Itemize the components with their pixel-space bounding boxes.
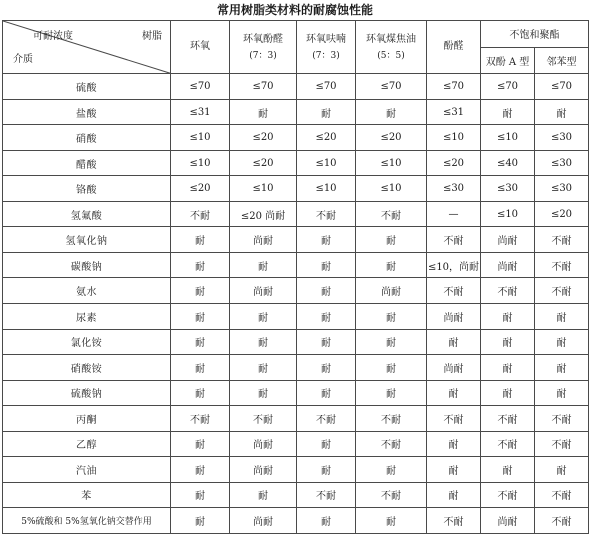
value-cell: 耐: [171, 303, 230, 329]
value-cell: 耐: [356, 457, 427, 483]
medium-cell: 硫酸: [3, 74, 171, 100]
table-row: [3, 508, 589, 534]
value-cell: 耐: [427, 431, 481, 457]
medium-cell: 硝酸: [3, 125, 171, 151]
value-cell: 耐: [427, 380, 481, 406]
value-cell: ≤70: [230, 74, 297, 100]
value-cell: ≤20: [171, 176, 230, 202]
value-cell: 不耐: [356, 482, 427, 508]
medium-cell: 氢氟酸: [3, 201, 171, 227]
value-cell: 尚耐: [427, 355, 481, 381]
value-cell: 耐: [356, 303, 427, 329]
value-cell: ≤20 尚耐: [230, 201, 297, 227]
value-cell: 不耐: [481, 406, 535, 432]
table-row: [3, 99, 589, 125]
value-cell: 不耐: [535, 508, 589, 534]
value-cell: 耐: [356, 227, 427, 253]
medium-cell: 丙酮: [3, 406, 171, 432]
value-cell: 耐: [297, 278, 356, 304]
table-row: [3, 125, 589, 151]
table-row: [3, 227, 589, 253]
value-cell: 耐: [297, 227, 356, 253]
value-cell: 耐: [171, 252, 230, 278]
value-cell: 不耐: [171, 406, 230, 432]
table-row: [3, 150, 589, 176]
value-cell: 耐: [356, 252, 427, 278]
value-cell: 尚耐: [230, 278, 297, 304]
value-cell: ≤31: [427, 99, 481, 125]
col-header-epoxy-furan: 环氧呋喃 (7：3): [297, 21, 356, 74]
value-cell: ≤30: [535, 150, 589, 176]
value-cell: 耐: [171, 329, 230, 355]
corner-label-medium: 介质: [13, 54, 33, 66]
value-cell: 不耐: [297, 201, 356, 227]
value-cell: 耐: [481, 355, 535, 381]
value-cell: 耐: [171, 380, 230, 406]
value-cell: 耐: [171, 355, 230, 381]
medium-cell: 氢氧化钠: [3, 227, 171, 253]
table-row: [3, 74, 589, 100]
table-row: [3, 278, 589, 304]
value-cell: ≤20: [230, 125, 297, 151]
value-cell: 尚耐: [230, 431, 297, 457]
value-cell: ≤30: [427, 176, 481, 202]
value-cell: 耐: [356, 99, 427, 125]
value-cell: 耐: [171, 457, 230, 483]
medium-cell: 铬酸: [3, 176, 171, 202]
value-cell: 耐: [171, 227, 230, 253]
value-cell: 耐: [171, 278, 230, 304]
value-cell: 耐: [427, 329, 481, 355]
value-cell: 耐: [481, 457, 535, 483]
value-cell: ≤10: [297, 176, 356, 202]
table-row: [3, 431, 589, 457]
corner-label-concentration: 可耐浓度: [33, 31, 73, 42]
value-cell: ≤10: [481, 125, 535, 151]
value-cell: 尚耐: [356, 278, 427, 304]
value-cell: 耐: [171, 482, 230, 508]
value-cell: 不耐: [481, 431, 535, 457]
value-cell: 耐: [230, 303, 297, 329]
value-cell: ≤10: [297, 150, 356, 176]
value-cell: 耐: [356, 355, 427, 381]
value-cell: 尚耐: [481, 227, 535, 253]
value-cell: 耐: [356, 380, 427, 406]
value-cell: 不耐: [230, 406, 297, 432]
value-cell: 耐: [427, 457, 481, 483]
value-cell: 耐: [297, 431, 356, 457]
table-row: [3, 252, 589, 278]
col-header-epoxy-phenolic: 环氧酚醛 (7：3): [230, 21, 297, 74]
medium-cell: 苯: [3, 482, 171, 508]
medium-cell: 硝酸铵: [3, 355, 171, 381]
medium-cell: 碳酸钠: [3, 252, 171, 278]
value-cell: ≤30: [535, 125, 589, 151]
value-cell: 耐: [297, 380, 356, 406]
value-cell: 不耐: [171, 201, 230, 227]
value-cell: 尚耐: [427, 303, 481, 329]
value-cell: 不耐: [535, 278, 589, 304]
medium-cell: 醋酸: [3, 150, 171, 176]
value-cell: 不耐: [297, 482, 356, 508]
corner-label-resin: 树脂: [142, 31, 162, 42]
value-cell: ≤70: [297, 74, 356, 100]
corner-header-cell: [3, 21, 171, 74]
value-cell: 耐: [481, 329, 535, 355]
table-row: [3, 329, 589, 355]
value-cell: ≤40: [481, 150, 535, 176]
col-header-ortho-phthalic: 邻苯型: [535, 47, 589, 74]
value-cell: —: [427, 201, 481, 227]
value-cell: 耐: [481, 303, 535, 329]
value-cell: 耐: [481, 99, 535, 125]
value-cell: 不耐: [481, 482, 535, 508]
table-title: 常用树脂类材料的耐腐蚀性能: [216, 3, 373, 17]
value-cell: 不耐: [427, 227, 481, 253]
medium-cell: 乙醇: [3, 431, 171, 457]
col-header-phenolic: 酚醛: [427, 21, 481, 74]
col-header-epoxy-coal-tar: 环氧煤焦油 (5：5): [356, 21, 427, 74]
value-cell: 不耐: [356, 201, 427, 227]
col-header-epoxy: 环氧: [171, 21, 230, 74]
value-cell: ≤70: [171, 74, 230, 100]
header-row-1: [3, 21, 589, 48]
value-cell: 耐: [297, 303, 356, 329]
value-cell: ≤70: [427, 74, 481, 100]
value-cell: 尚耐: [230, 227, 297, 253]
col-header-bisphenol-a: 双酚 A 型: [481, 47, 535, 74]
table-row: [3, 380, 589, 406]
value-cell: 不耐: [427, 508, 481, 534]
medium-cell: 氯化铵: [3, 329, 171, 355]
value-cell: ≤10: [481, 201, 535, 227]
value-cell: ≤20: [427, 150, 481, 176]
value-cell: ≤10: [427, 125, 481, 151]
value-cell: 耐: [297, 99, 356, 125]
table-row: [3, 482, 589, 508]
value-cell: 不耐: [535, 252, 589, 278]
value-cell: 耐: [297, 355, 356, 381]
medium-cell: 盐酸: [3, 99, 171, 125]
table-row: [3, 176, 589, 202]
table-row: [3, 355, 589, 381]
value-cell: ≤70: [356, 74, 427, 100]
value-cell: 不耐: [356, 431, 427, 457]
corrosion-resistance-table: [2, 20, 589, 534]
value-cell: 尚耐: [481, 508, 535, 534]
value-cell: 耐: [535, 457, 589, 483]
medium-cell: 硫酸钠: [3, 380, 171, 406]
value-cell: 耐: [230, 252, 297, 278]
value-cell: ≤20: [535, 201, 589, 227]
value-cell: 耐: [427, 482, 481, 508]
medium-cell: 汽油: [3, 457, 171, 483]
medium-cell: 氨水: [3, 278, 171, 304]
value-cell: ≤70: [481, 74, 535, 100]
value-cell: ≤10: [230, 176, 297, 202]
value-cell: 不耐: [297, 406, 356, 432]
value-cell: 耐: [171, 431, 230, 457]
value-cell: 耐: [230, 329, 297, 355]
value-cell: 耐: [230, 380, 297, 406]
value-cell: ≤20: [297, 125, 356, 151]
table-row: [3, 201, 589, 227]
value-cell: ≤10: [171, 125, 230, 151]
table-row: [3, 303, 589, 329]
value-cell: 尚耐: [230, 457, 297, 483]
value-cell: ≤20: [356, 125, 427, 151]
value-cell: ≤10，尚耐: [427, 252, 481, 278]
value-cell: 不耐: [356, 406, 427, 432]
value-cell: 尚耐: [481, 252, 535, 278]
value-cell: ≤10: [356, 150, 427, 176]
table-row: [3, 457, 589, 483]
value-cell: 耐: [481, 380, 535, 406]
value-cell: 不耐: [427, 406, 481, 432]
col-header-unsaturated-polyester: 不饱和聚酯: [481, 21, 589, 48]
value-cell: 耐: [297, 252, 356, 278]
value-cell: 耐: [171, 508, 230, 534]
value-cell: 耐: [535, 303, 589, 329]
value-cell: 不耐: [535, 406, 589, 432]
value-cell: 尚耐: [230, 508, 297, 534]
value-cell: ≤31: [171, 99, 230, 125]
value-cell: 耐: [356, 329, 427, 355]
value-cell: 耐: [356, 508, 427, 534]
value-cell: ≤10: [171, 150, 230, 176]
value-cell: 不耐: [535, 482, 589, 508]
value-cell: 不耐: [535, 431, 589, 457]
value-cell: ≤20: [230, 150, 297, 176]
value-cell: ≤30: [481, 176, 535, 202]
value-cell: 耐: [535, 355, 589, 381]
value-cell: 耐: [297, 508, 356, 534]
value-cell: ≤30: [535, 176, 589, 202]
value-cell: 不耐: [535, 227, 589, 253]
value-cell: ≤70: [535, 74, 589, 100]
value-cell: 不耐: [481, 278, 535, 304]
value-cell: 耐: [230, 355, 297, 381]
value-cell: 耐: [535, 380, 589, 406]
value-cell: 耐: [297, 457, 356, 483]
value-cell: 耐: [297, 329, 356, 355]
value-cell: 耐: [535, 329, 589, 355]
value-cell: 耐: [230, 482, 297, 508]
value-cell: ≤10: [356, 176, 427, 202]
medium-cell: 5%硫酸和 5%氢氧化钠交替作用: [3, 508, 171, 534]
value-cell: 耐: [230, 99, 297, 125]
table-row: [3, 406, 589, 432]
value-cell: 不耐: [427, 278, 481, 304]
value-cell: 耐: [535, 99, 589, 125]
medium-cell: 尿素: [3, 303, 171, 329]
